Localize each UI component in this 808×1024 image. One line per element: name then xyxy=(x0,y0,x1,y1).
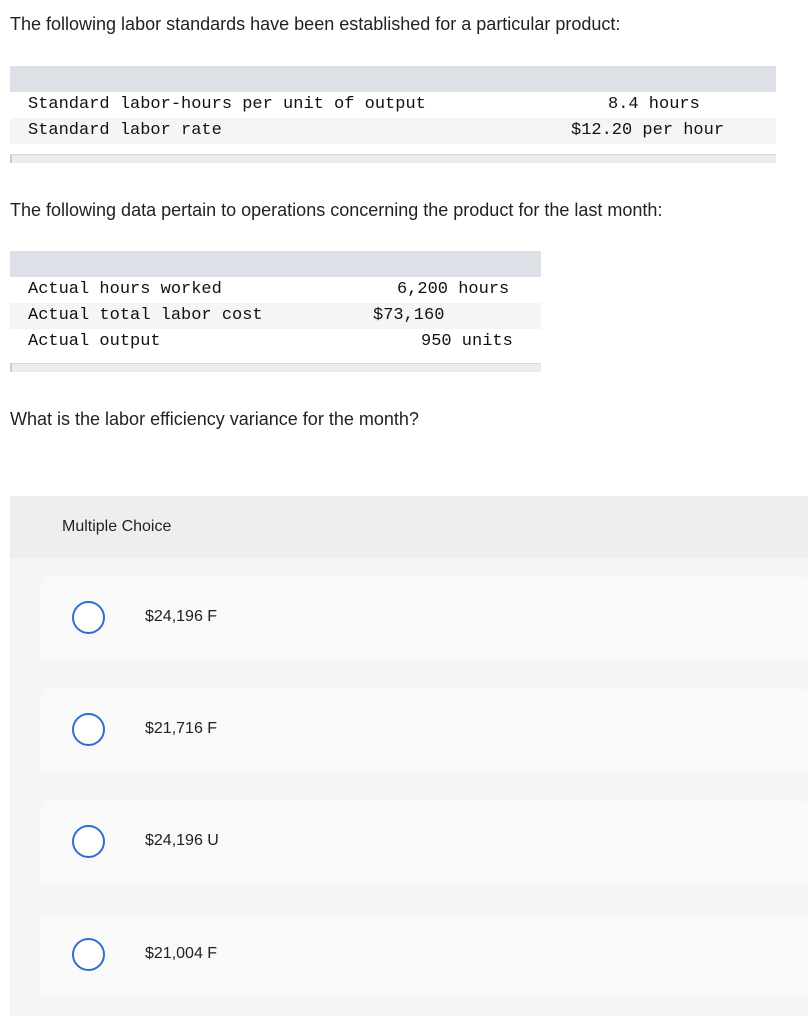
row-value: $73,160 xyxy=(373,306,445,325)
choice-option-c[interactable] xyxy=(41,801,808,883)
choice-label: $24,196 F xyxy=(145,608,218,625)
table-footer xyxy=(10,363,541,372)
question-text: What is the labor efficiency variance for the month? xyxy=(10,409,419,429)
row-label: Actual hours worked xyxy=(28,280,222,299)
radio-button[interactable] xyxy=(72,601,105,634)
table-row xyxy=(10,277,541,303)
table-header xyxy=(10,66,776,92)
table-footer xyxy=(10,154,776,163)
intro-text: The following labor standards have been established for a particular product: xyxy=(10,14,621,34)
row-value: 6,200 hours xyxy=(397,280,510,299)
row-label: Actual total labor cost xyxy=(28,306,263,325)
data-intro-text: The following data pertain to operations concerning the product for the last month: xyxy=(10,200,663,220)
row-value: 950 units xyxy=(421,332,513,351)
choice-label: $24,196 U xyxy=(145,832,219,849)
radio-button[interactable] xyxy=(72,825,105,858)
row-label: Standard labor-hours per unit of output xyxy=(28,95,426,114)
actual-data-table xyxy=(10,251,541,372)
table-row xyxy=(10,118,776,144)
multiple-choice-title: Multiple Choice xyxy=(62,518,172,535)
table-row xyxy=(10,329,541,355)
table-header xyxy=(10,251,541,277)
choice-label: $21,716 F xyxy=(145,720,218,737)
row-value: $12.20 per hour xyxy=(571,121,725,140)
multiple-choice-header xyxy=(10,496,808,558)
choice-label: $21,004 F xyxy=(145,945,218,962)
table-row xyxy=(10,92,776,118)
row-label: Actual output xyxy=(28,332,161,351)
row-label: Standard labor rate xyxy=(28,121,222,140)
choice-option-a[interactable] xyxy=(41,577,808,659)
choice-option-b[interactable] xyxy=(41,689,808,771)
multiple-choice-panel xyxy=(10,496,808,1016)
standards-table xyxy=(10,66,776,163)
table-row xyxy=(10,303,541,329)
radio-button[interactable] xyxy=(72,938,105,971)
row-value: 8.4 hours xyxy=(608,95,700,114)
radio-button[interactable] xyxy=(72,713,105,746)
choice-option-d[interactable] xyxy=(41,914,808,996)
